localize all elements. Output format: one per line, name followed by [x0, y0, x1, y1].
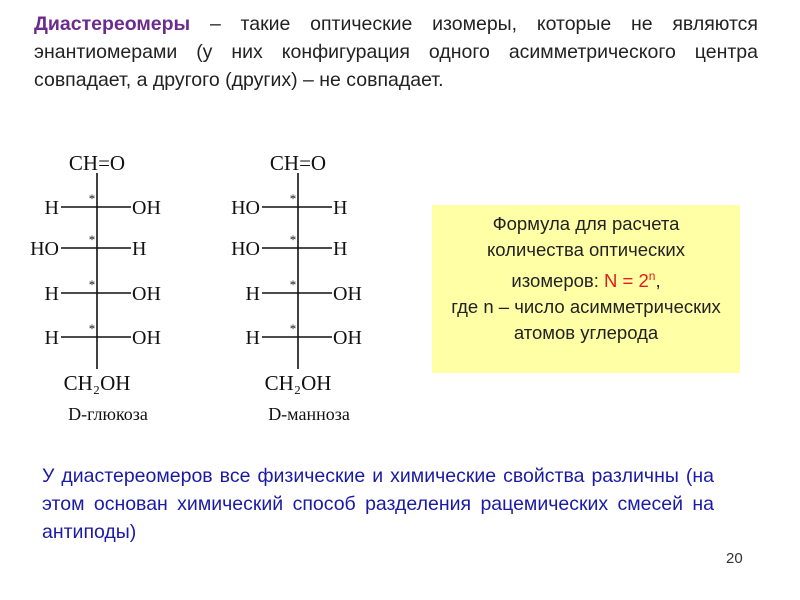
- formula-intro: Формула для расчета количества оптических изомеров:: [487, 213, 685, 292]
- definition-text: – такие оптические изомеры, которые не являются энантиомерами (у них конфигурация одного асимметрического центра совпадает, а другого (других) – не совпадает.: [34, 13, 758, 91]
- formula-box: [432, 205, 740, 373]
- left-substituent: H: [44, 283, 59, 305]
- glucose-projection: [30, 151, 161, 424]
- page-number: 20: [726, 550, 743, 567]
- aldehyde-group: CH=O: [68, 151, 126, 175]
- left-substituent: H: [245, 283, 260, 305]
- left-substituent: HO: [30, 238, 59, 260]
- molecule-name: D-глюкоза: [68, 404, 148, 424]
- chiral-center-mark: *: [88, 321, 96, 336]
- right-substituent: OH: [132, 197, 161, 219]
- chiral-center-mark: *: [289, 191, 297, 206]
- chiral-center-mark: *: [289, 232, 297, 247]
- formula-expression: [604, 270, 655, 291]
- chiral-center-mark: *: [289, 321, 297, 336]
- conclusion-paragraph: У диастереомеров все физические и химические свойства различны (на этом основан химический способ разделения рацемических смесей на антиподы): [42, 465, 714, 543]
- mannose-projection: [231, 151, 362, 424]
- formula-explanation: где n – число асимметрических атомов углерода: [451, 296, 721, 344]
- term-diastereomers: Диастереомеры: [34, 13, 191, 35]
- right-substituent: H: [333, 197, 348, 219]
- chiral-center-mark: *: [88, 277, 96, 292]
- chiral-center-mark: *: [289, 277, 297, 292]
- aldehyde-group: CH=O: [269, 151, 327, 175]
- formula-comma: ,: [655, 270, 661, 292]
- right-substituent: H: [132, 238, 147, 260]
- formula-base: N = 2: [604, 270, 649, 292]
- left-substituent: H: [44, 197, 59, 219]
- left-substituent: HO: [231, 238, 260, 260]
- right-substituent: H: [333, 238, 348, 260]
- right-substituent: OH: [333, 327, 362, 349]
- right-substituent: OH: [333, 283, 362, 305]
- hydroxymethyl-group: CH₂OH: [264, 371, 332, 395]
- chiral-center-mark: *: [88, 232, 96, 247]
- chiral-center-mark: *: [88, 191, 96, 206]
- right-substituent: OH: [132, 327, 161, 349]
- left-substituent: H: [44, 327, 59, 349]
- left-substituent: H: [245, 327, 260, 349]
- hydroxymethyl-group: CH₂OH: [63, 371, 131, 395]
- molecule-name: D-манноза: [268, 404, 350, 424]
- formula-exponent: n: [648, 269, 656, 283]
- right-substituent: OH: [132, 283, 161, 305]
- left-substituent: HO: [231, 197, 260, 219]
